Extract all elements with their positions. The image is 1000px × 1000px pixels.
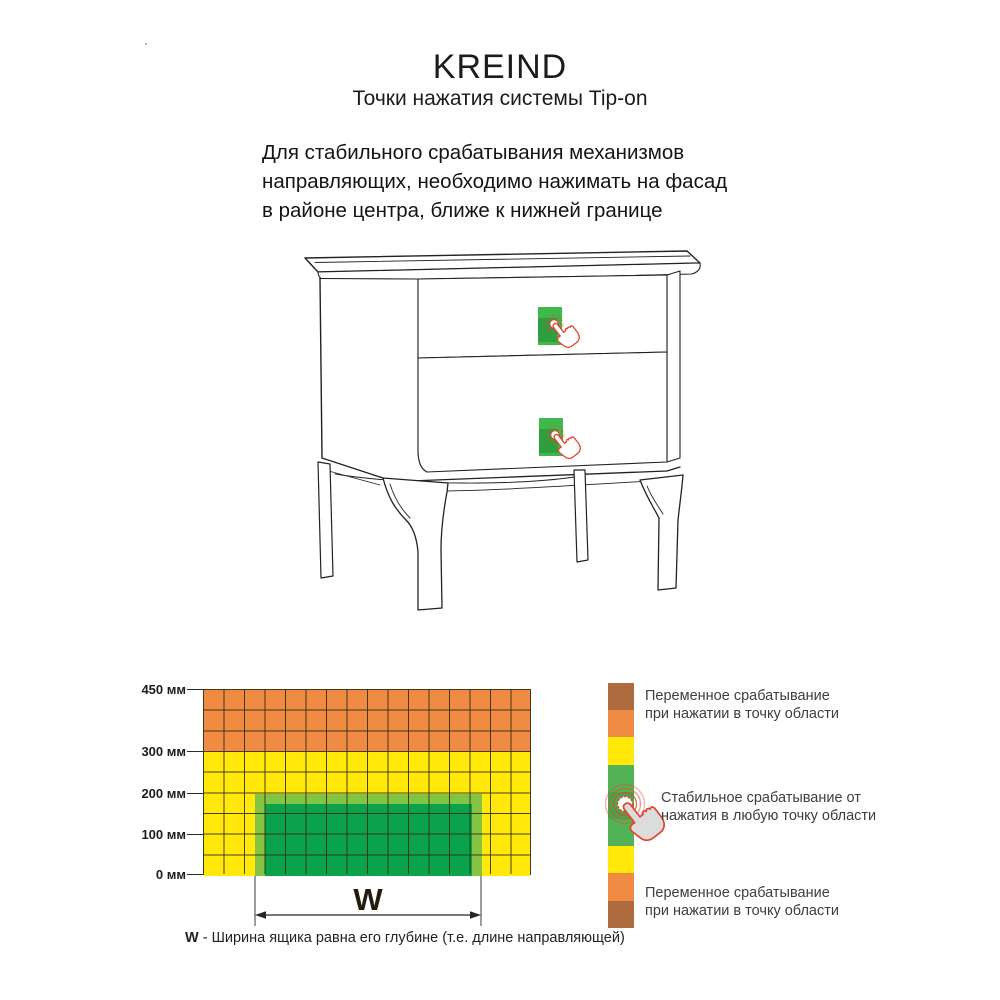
axis-label-0: 0 мм (155, 867, 186, 882)
caption-symbol: W (185, 930, 199, 946)
intro-line: в районе центра, ближе к нижней границе (262, 199, 663, 222)
axis-label-450: 450 мм (141, 682, 186, 697)
brand-title: KREIND (432, 48, 568, 86)
legend-line: Переменное срабатывание (645, 688, 830, 704)
intro-line: направляющих, необходимо нажимать на фасад (262, 170, 728, 193)
width-symbol: W (353, 882, 383, 917)
diagram-caption (185, 930, 625, 946)
axis-tick (187, 793, 203, 794)
legend-seg-orange (608, 873, 634, 900)
legend-line: Переменное срабатывание (645, 885, 830, 901)
legend-seg-yellow (608, 737, 634, 764)
width-dimension (230, 868, 550, 932)
caption-text: - Ширина ящика равна его глубине (т.е. длине направляющей) (198, 930, 625, 946)
front-right-leg (640, 475, 683, 590)
legend-seg-brown (608, 683, 634, 710)
carcass-left-side (320, 279, 427, 477)
nightstand-drawing (230, 240, 730, 630)
legend-item-stable (661, 789, 876, 826)
page-subtitle: Точки нажатия системы Tip-on (352, 87, 648, 110)
rear-left-leg (318, 462, 333, 578)
axis-label-300: 300 мм (141, 744, 186, 759)
axis-tick (187, 834, 203, 835)
axis-label-200: 200 мм (141, 786, 186, 801)
legend-seg-brown (608, 901, 634, 928)
legend-line: при нажатии в точку области (645, 903, 839, 920)
legend-line: нажатия в любую точку области (661, 808, 877, 825)
axis-label-100: 100 мм (141, 827, 186, 842)
legend-line: при нажатии в точку области (645, 706, 839, 723)
intro-paragraph (262, 138, 762, 225)
rear-right-leg (574, 470, 588, 562)
intro-line: Для стабильного срабатывания механизмов (262, 141, 685, 164)
axis-tick (187, 689, 203, 690)
legend-line: Стабильное срабатывание от (661, 790, 861, 806)
arrowhead-left-icon (255, 911, 266, 919)
grid-lines (204, 690, 530, 874)
front-left-leg (383, 478, 448, 610)
press-zone-grid (203, 689, 531, 875)
arrowhead-right-icon (470, 911, 481, 919)
legend-seg-orange (608, 710, 634, 737)
legend-item-variable-bottom (645, 884, 839, 921)
stray-mark: · (144, 36, 148, 50)
legend-item-variable-top (645, 687, 839, 724)
axis-tick (187, 874, 203, 875)
axis-tick (187, 751, 203, 752)
